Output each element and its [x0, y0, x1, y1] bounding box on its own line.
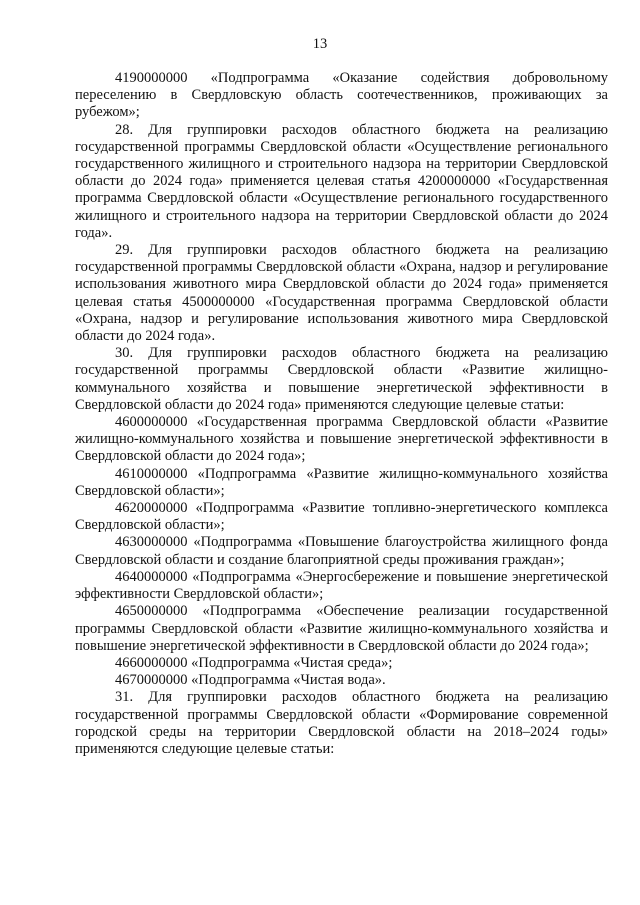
paragraph-4670000000: 4670000000 «Подпрограмма «Чистая вода». — [115, 672, 386, 689]
paragraph-4650000000: 4650000000 «Подпрограмма «Обеспечение реализации государственной программы Свердловской области «Развитие жилищно-коммунального хозяйства и повышение энергетической эффективности в Свердловской области до 2024 года»; — [75, 603, 608, 654]
paragraph-4640000000: 4640000000 «Подпрограмма «Энергосбережение и повышение энергетической эффективности Свердловской области»; — [75, 568, 608, 603]
paragraph-item-31: 31. Для группировки расходов областного бюджета на реализацию государственной программы Свердловской области «Формирование современной городской среды на территории Свердловской области на 2018–2024 годы» применяются следующие целевые статьи: — [75, 689, 608, 757]
paragraph-4660000000: 4660000000 «Подпрограмма «Чистая среда»; — [115, 654, 393, 671]
paragraph-4630000000: 4630000000 «Подпрограмма «Повышение благоустройства жилищного фонда Свердловской области и создание благоприятной среды проживания граждан»; — [75, 534, 608, 568]
paragraph-4610000000: 4610000000 «Подпрограмма «Развитие жилищно-коммунального хозяйства Свердловской области»; — [75, 465, 608, 499]
paragraph-4600000000: 4600000000 «Государственная программа Свердловской области «Развитие жилищно-коммунального хозяйства и повышение энергетической эффективности в Свердловской области до 2024 года»; — [75, 414, 608, 465]
paragraph-item-29: 29. Для группировки расходов областного бюджета на реализацию государственной программы Свердловской области «Охрана, надзор и регулирование использования животного мира Свердловской области до 2024 года» применяется целевая статья 4500000000 «Государственная программа Свердловской области «Охрана, надзор и регулирование использования животного мира Свердловской области до 2024 года». — [75, 242, 608, 345]
paragraph-item-28: 28. Для группировки расходов областного бюджета на реализацию государственной программы Свердловской области «Осуществление регионального государственного жилищного и строительного надзора на территории Свердловской области до 2024 года» применяется целевая статья 4200000000 «Государственная программа Свердловской области «Осуществление регионального государственного жилищного и строительного надзора на территории Свердловской области до 2024 года». — [75, 121, 608, 241]
page-number: 13 — [312, 36, 328, 52]
paragraph-item-30: 30. Для группировки расходов областного бюджета на реализацию государственной программы Свердловской области «Развитие жилищно-коммунального хозяйства и повышение энергетической эффективности в Свердловской области до 2024 года» применяются следующие целевые статьи: — [75, 345, 608, 413]
document-body — [75, 70, 608, 758]
paragraph-4190000000: 4190000000 «Подпрограмма «Оказание содействия добровольному переселению в Свердловскую область соотечественников, проживающих за рубежом»; — [75, 70, 608, 121]
paragraph-4620000000: 4620000000 «Подпрограмма «Развитие топливно-энергетического комплекса Свердловской области»; — [75, 500, 608, 534]
